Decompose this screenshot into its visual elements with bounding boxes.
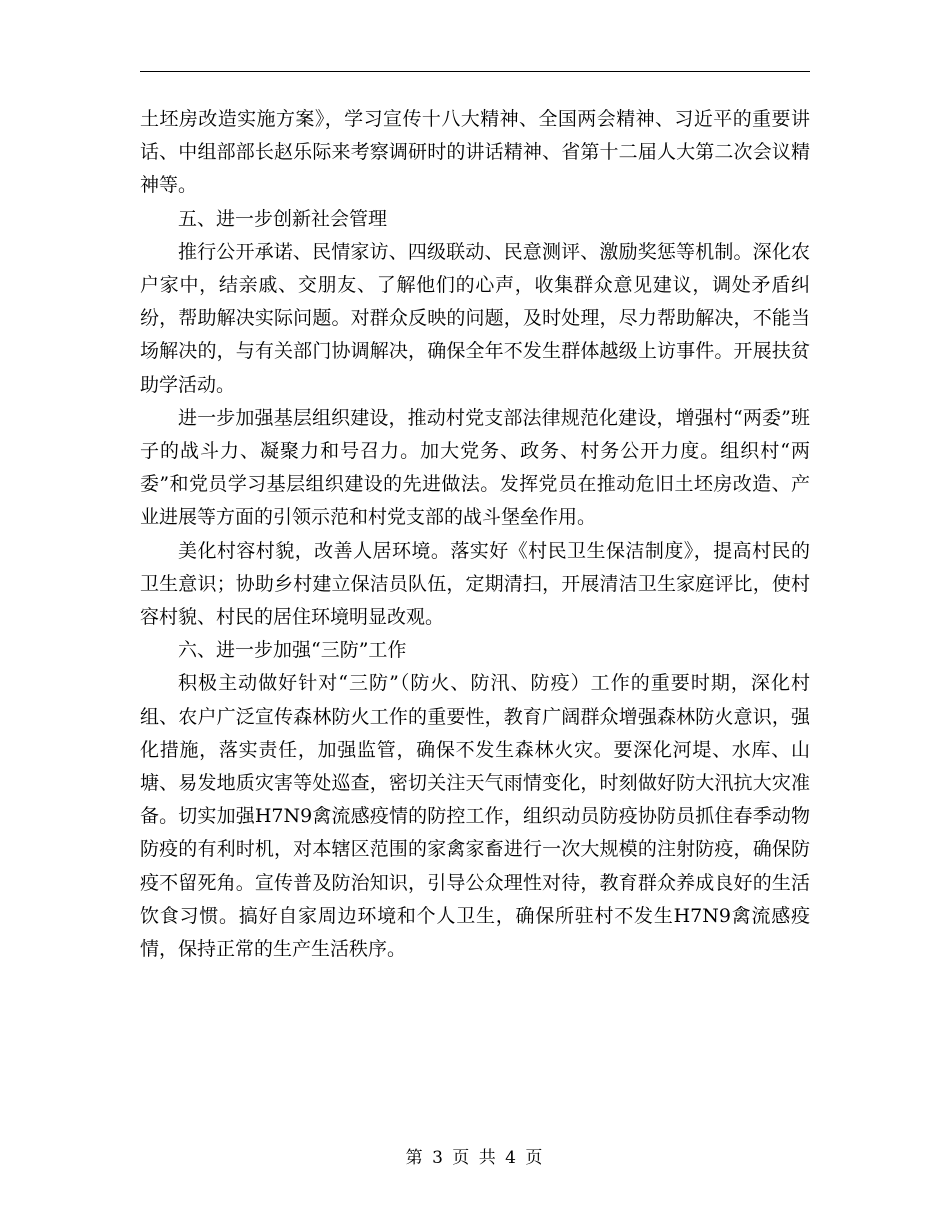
paragraph-continuation: 土坯房改造实施方案》，学习宣传十八大精神、全国两会精神、习近平的重要讲话、中组部部长赵乐际来考察调研时的讲话精神、省第十二届人大第二次会议精神等。 — [140, 108, 810, 197]
paragraph-social-management: 推行公开承诺、民情家访、四级联动、民意测评、激励奖惩等机制。深化农户家中，结亲戚、交朋友、了解他们的心声，收集群众意见建议，调处矛盾纠纷，帮助解决实际问题。对群众反映的问题，及时处理，尽力帮助解决，不能当场解决的，与有关部门协调解决，确保全年不发生群体越级上访事件。开展扶贫助学活动。 — [140, 240, 810, 396]
paragraph-grassroots-organization: 进一步加强基层组织建设，推动村党支部法律规范化建设，增强村“两委”班子的战斗力、凝聚力和号召力。加大党务、政务、村务公开力度。组织村“两委”和党员学习基层组织建设的先进做法。发挥党员在推动危旧土坯房改造、产业进展等方面的引领示范和村党支部的战斗堡垒作用。 — [140, 406, 810, 529]
page-number-footer: 第 3 页 共 4 页 — [405, 1148, 545, 1168]
paragraph-village-environment: 美化村容村貌，改善人居环境。落实好《村民卫生保洁制度》，提高村民的卫生意识；协助乡村建立保洁员队伍，定期清扫，开展清洁卫生家庭评比，使村容村貌、村民的居住环境明显改观。 — [140, 539, 810, 629]
header-rule — [140, 71, 810, 72]
document-body — [140, 103, 810, 966]
paragraph-three-prevention: 积极主动做好针对“三防”（防火、防汛、防疫）工作的重要时期，深化村组、农户广泛宣传森林防火工作的重要性，教育广阔群众增强森林防火意识，强化措施，落实责任，加强监管，确保不发生森林火灾。要深化河堤、水库、山塘、易发地质灾害等处巡查，密切关注天气雨情变化，时刻做好防大汛抗大灾准备。切实加强H7N9禽流感疫情的防控工作，组织动员防疫协防员抓住春季动物防疫的有利时机，对本辖区范围的家禽家畜进行一次大规模的注射防疫，确保防疫不留死角。宣传普及防治知识，引导公众理性对待，教育群众养成良好的生活饮食习惯。搞好自家周边环境和个人卫生，确保所驻村不发生H7N9禽流感疫情，保持正常的生产生活秩序。 — [140, 672, 810, 961]
section-heading-6: 六、进一步加强“三防”工作 — [178, 639, 407, 662]
section-heading-5: 五、进一步创新社会管理 — [178, 207, 388, 230]
